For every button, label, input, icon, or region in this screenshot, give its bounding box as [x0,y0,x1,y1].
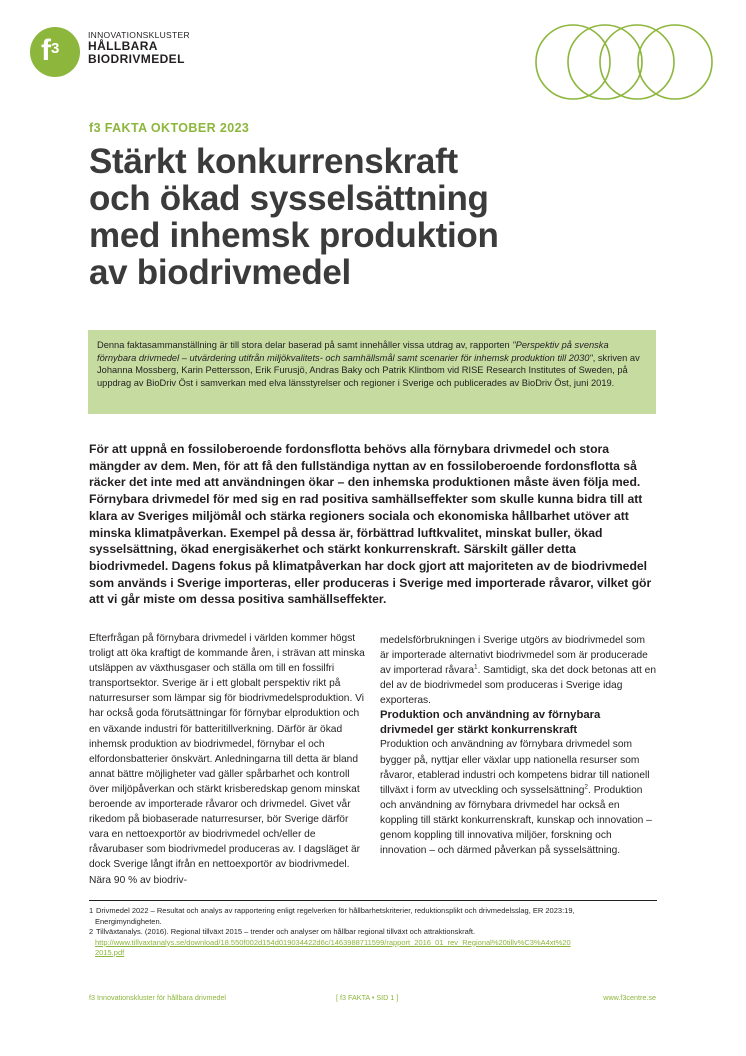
footnote-link[interactable]: http://www.tillvaxtanalys.se/download/18.550f002d154d019034422d6c/1463988711599/rapport_2016_01_rev_Regional%20tillv%C3%A4xt%20 [95,937,571,947]
footnotes [89,906,669,959]
footnote-link-cont[interactable]: 2015.pdf [95,948,125,957]
footnote-ref: 2 [584,783,589,791]
intro-text-2: , skriven av Johanna Mossberg, Karin Pettersson, Erik Furusjö, Andras Baky och Patrik Klintbom vid RISE Research Institutes of Sweden, på uppdrag av BioDriv Öst i samverkan med elva länsstyrelser och regioner i Sverige och publicerades av BioDriv Öst, juni 2019. [97,352,640,388]
footnote-1: 1 Drivmedel 2022 – Resultat och analys av rapportering enligt regelverken för hållbarhetskriterier, reduktionsplikt och drivmedelsslag, ER 2023:19, [89,906,575,915]
kicker: f3 FAKTA OKTOBER 2023 [89,121,250,135]
report-title: "Perspektiv på svenska förnybara drivmedel – utvärdering utifrån miljökvalitets- och samhällsmål samt scenarier för inhemsk produktion till 2030" [97,340,609,363]
body-paragraph: Efterfrågan på förnybara drivmedel i världen kommer högst troligt att öka kraftigt de kommande åren, i strävan att minska utsläppen av växthusgaser och ställa om till en fossilfri transportsektor. Sverige är i ett globalt perspektiv rikt på naturresurser som lämpar sig för biodrivmedelsproduktion. Vi har också goda förutsättningar för förnybar elproduktion och en växande industri för batteritillverkning. Därför är ökad inhemsk produktion av biodrivmedel, förnybar el och elfordonsbatterier önskvärt. Anledningarna till detta är bland annat bättre möjligheter vad gäller spårbarhet och kontroll över miljöpåverkan och stärkt krisberedskap genom minskat beroende av importerade råvaror och drivmedel. Givet vår rikedom på biobaserade naturresurser, bör Sverige därför vara en nettoexportör av biodrivmedel och/eller de råvarubaser som biodrivmedel produceras av. I dagsläget är dock Sverige långt ifrån en nettoexportör av biodrivmedel. Nära 90 % av biodriv- [89,633,365,886]
org-line-2: HÅLLBARA [88,38,158,53]
title-line: av biodrivmedel [89,253,351,292]
org-line-3: BIODRIVMEDEL [88,51,185,66]
footnote-divider [89,900,657,901]
org-name [88,31,190,65]
title-line: och ökad sysselsättning [89,179,489,218]
page-title [89,143,689,291]
title-line: Stärkt konkurrenskraft [89,142,458,181]
title-line: med inhemsk produktion [89,216,499,255]
footnote-1-cont: Energimyndigheten. [95,916,162,926]
footer-page: [ f3 FAKTA • SID 1 ] [336,993,399,1002]
lead-paragraph: För att uppnå en fossiloberoende fordonsflotta behövs alla förnybara drivmedel och stora mängder av dem. Men, för att få den fullständiga nyttan av en fossiloberoende fordonsflotta så räcker det inte med att användningen ökar – den inhemska produktionen måste även följa med. Förnybara drivmedel för med sig en rad positiva samhällseffekter som skulle kunna bidra till att klara av Sveriges miljömål och stärka regioners sociala och ekonomiska hållbarhet utöver att minska klimatpåverkan. Exempel på dessa är, förbättrad luftkvalitet, minskat buller, ökad sysselsättning, ökad energisäkerhet och stärkt konkurrenskraft. Särskilt gäller detta biodrivmedel. Dagens fokus på klimatpåverkan har dock gjort att majoriteten av de biodrivmedel som används i Sverige importeras, eller produceras i Sverige med importerade råvaror, vilket gör att vi går miste om dessa positiva samhällseffekter. [89,442,652,607]
org-line-1: INNOVATIONSKLUSTER [88,30,190,40]
decorative-circles-icon [533,22,717,102]
footer-website-link[interactable]: www.f3centre.se [603,993,656,1002]
section-heading: Produktion och användning av förnybara drivmedel ger stärkt konkurrenskraft [380,709,601,736]
logo-text: $f^3$ [41,34,60,67]
column-left [89,631,365,888]
footer-org: f3 Innovationskluster för hållbara drivmedel [89,993,227,1002]
body-paragraph: medelsförbrukningen i Sverige utgörs av biodrivmedel som är importerade alternativt biodrivmedel som är producerade av importerad råvara$^1$. Samtidigt, ska det dock betonas att en del av de biodrivmedel som produceras i Sverige idag exporteras. [380,635,657,707]
f3-logo [30,27,80,77]
body-paragraph: Produktion och användning av förnybara drivmedel som bygger på, nyttjar eller växlar upp nationella resurser som råvaror, etablerad industri och kompetens bidrar till nationell tillväxt i form av utveckling och sysselsättning$^2$. Produktion och användning av förnybara drivmedel har också en koppling till stärkt konkurrenskraft, kunskap och innovation – genom koppling till innovativa miljöer, forskning och innovation – och därmed påverkan på sysselsättning. [380,739,652,857]
footnote-ref: 1 [474,663,478,671]
column-right [380,633,656,858]
intro-box [88,330,656,414]
intro-text: Denna faktasammanställning är till stora delar baserad på samt innehåller vissa utdrag av, rapporten [97,340,513,350]
footnote-2: 2 Tillväxtanalys. (2016). Regional tillväxt 2015 – trender och analyser om hållbar regional tillväxt och attraktionskraft. [89,927,476,936]
